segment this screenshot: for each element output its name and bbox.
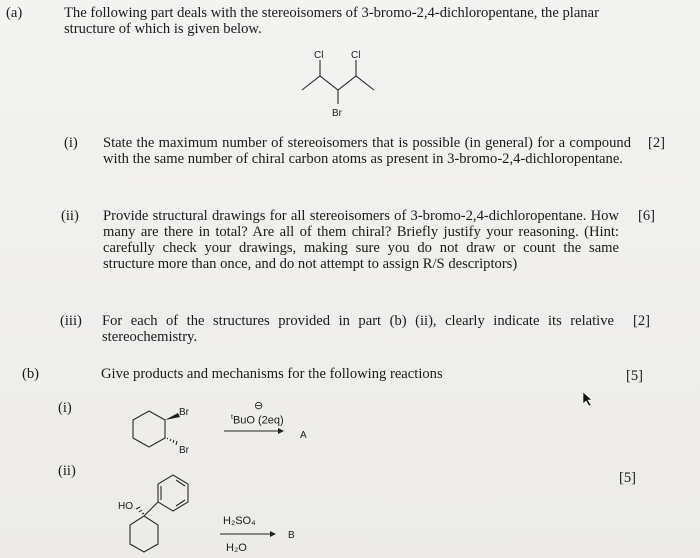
question-a-ii-marks: [6] xyxy=(638,208,656,224)
part-a-label: (a) xyxy=(6,5,23,21)
structure-cl-right: Cl xyxy=(351,50,361,61)
reaction-ii-number: (ii) xyxy=(58,463,76,479)
question-a-ii-text: Provide structural drawings for all stereoisomers of 3-bromo-2,4-dichloropentane. How many are there in total? Are all of them chiral? Briefly justify your reasoning. (Hint: carefully check your drawings, making sure you do not draw or count the same structure more than once, and do not attempt to assign R/S descriptors) xyxy=(103,208,619,272)
question-a-iii-number: (iii) xyxy=(60,313,82,329)
dibromocyclohexane-structure xyxy=(122,400,202,462)
reaction-i-br-bottom: Br xyxy=(179,445,189,456)
question-a-ii-number: (ii) xyxy=(61,208,79,224)
reaction-i-arrow xyxy=(224,427,284,435)
question-a-i-marks: [2] xyxy=(648,135,666,151)
reaction-i-reagent xyxy=(231,410,284,429)
part-b-marks: [5] xyxy=(626,368,644,384)
part-a-intro: The following part deals with the stereoisomers of 3-bromo-2,4-dichloropentane, the planar structure of which is given below. xyxy=(64,5,599,37)
reaction-i-charge: ⊖ xyxy=(254,400,264,412)
reaction-i-reagent-main: BuO (2eq) xyxy=(232,414,284,427)
reaction-ii-marks: [5] xyxy=(619,470,637,486)
structure-br: Br xyxy=(332,108,342,119)
reaction-i-reagent-prefix: t xyxy=(231,414,233,421)
part-b-label: (b) xyxy=(22,366,40,382)
question-a-i-number: (i) xyxy=(64,135,78,151)
structure-cl-left: Cl xyxy=(314,50,324,61)
reaction-i-product: A xyxy=(300,430,307,441)
phenylcyclohexanol-structure xyxy=(114,472,194,558)
reaction-ii-arrow xyxy=(220,530,276,538)
reaction-ii-reagent-bottom: H₂O xyxy=(226,542,247,554)
reaction-ii-product: B xyxy=(288,530,295,541)
question-a-iii-marks: [2] xyxy=(633,313,651,329)
question-a-iii-text: For each of the structures provided in part (b) (ii), clearly indicate its relative stereochemistry. xyxy=(102,313,614,345)
mouse-pointer-icon xyxy=(582,391,596,407)
question-a-i-text: State the maximum number of stereoisomers that is possible (in general) for a compound with the same number of chiral carbon atoms as present in 3-bromo-2,4-dichloropentane. xyxy=(103,135,631,167)
reaction-ii-ho: HO xyxy=(118,501,133,512)
reaction-ii-reagent-top: H₂SO₄ xyxy=(223,515,256,527)
part-b-intro: Give products and mechanisms for the following reactions xyxy=(101,366,443,382)
reaction-i-br-top: Br xyxy=(179,407,189,418)
reaction-i-number: (i) xyxy=(58,400,72,416)
